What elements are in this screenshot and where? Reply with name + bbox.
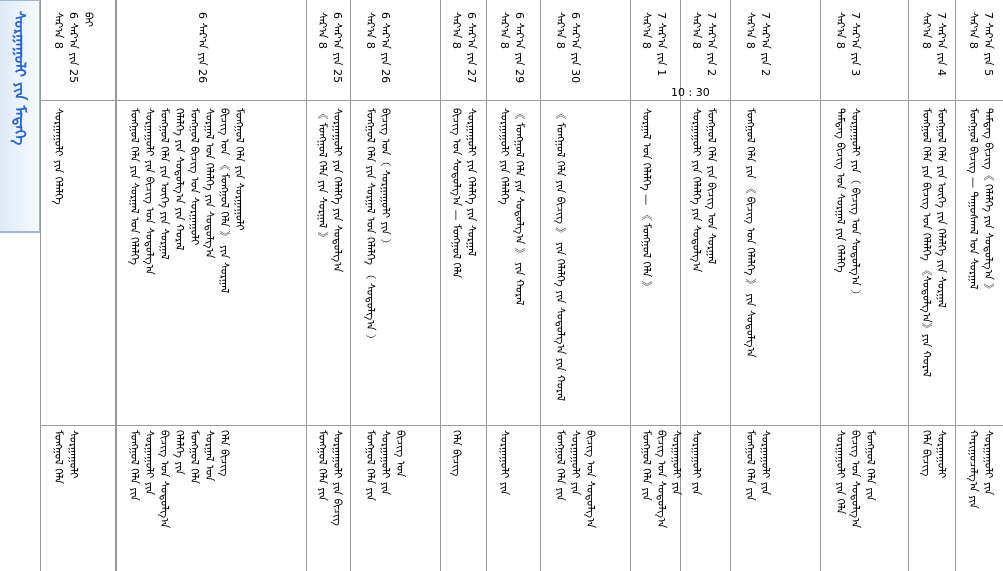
side-tab[interactable]: [0, 0, 40, 232]
person-cell: ᠬᠡᠯᠡ ᠪᠢᠴᠢᠭ ᠰᠤᠷᠭᠠᠭᠤᠯᠢ: [920, 430, 948, 479]
time-label: 10 : 30: [671, 86, 710, 99]
date-cell: ᠰᠠᠷ᠎ᠠ 8 6 ᠰᠠᠷ᠎ᠠ ᠶᠢᠨ 25 ᠪᠠᠢ: [52, 12, 95, 84]
person-cell: ᠰᠤᠷᠭᠠᠭᠤᠯᠢ ᠶᠢᠨ ᠬᠡᠯᠡ ᠪᠢᠴᠢᠭ ᠤᠨ ᠰᠤᠳᠤᠯᠭ᠎ᠠ ᠮᠣᠩᠭᠣᠯ ᠬᠡᠯᠡ ᠶᠢᠨ: [834, 430, 877, 529]
person-cell: ᠮᠣᠩᠭᠣᠯ ᠬᠡᠯᠡ ᠶᠢᠨ ᠪᠢᠴᠢᠭ ᠤᠨ ᠰᠤᠳᠤᠯᠭ᠎ᠠ ᠰᠤᠷᠭᠠᠭᠤᠯᠢ ᠶᠢᠨ: [640, 430, 683, 529]
date-cell: ᠰᠠᠷ᠎ᠠ 8 6 ᠰᠠᠷ᠎ᠠ ᠶᠢᠨ 30: [554, 12, 582, 84]
person-cell: ᠬᠠᠷᠢᠭᠤᠴᠠᠯᠭ᠎ᠠ ᠶᠢᠨ ᠰᠤᠷᠭᠠᠭᠤᠯᠢ ᠶᠢᠨ: [967, 430, 995, 509]
date-cell: ᠰᠠᠷ᠎ᠠ 8 7 ᠰᠠᠷ᠎ᠠ ᠶᠢᠨ 2: [690, 12, 718, 77]
date-cell: ᠰᠠᠷ᠎ᠠ 8 7 ᠰᠠᠷ᠎ᠠ ᠶᠢᠨ 1: [640, 12, 668, 77]
table-column: [671, 0, 730, 571]
title-cell: ᠮᠣᠩᠭᠣᠯ ᠬᠡᠯᠡ ᠶᠢᠨ ᠰᠤᠷᠭᠠᠯ ᠤᠨ ᠬᠡᠯᠡᠯᠭᠡ （ ᠰᠤᠳᠤᠯᠭ᠎ᠠ ） ᠪᠢᠴᠢᠭ ᠤᠨ（ ᠰᠤᠷᠭᠠᠭᠤᠯᠢ ᠶᠢᠨ ）: [364, 108, 392, 345]
date-cell: 6 ᠰᠠᠷ᠎ᠠ ᠶᠢᠨ 26: [196, 12, 209, 84]
person-cell: ᠮᠣᠩᠭᠣᠯ ᠬᠡᠯᠡ ᠶᠢᠨ ᠰᠤᠷᠭᠠᠭᠤᠯᠢ ᠶᠢᠨ ᠪᠢᠴᠢᠭ ᠤᠨ ᠰᠤᠳᠤᠯᠭ᠎ᠠ ᠬᠡᠯᠡᠯᠭᠡ ᠶᠢᠨ ᠮᠣᠩᠭᠣᠯ ᠬᠡᠯᠡ ᠰᠤᠷᠭᠠᠯ ᠤᠨ ᠬᠡᠯᠡ ᠪᠢᠴᠢᠭ: [128, 430, 231, 529]
person-cell: ᠮᠣᠩᠭᠣᠯ ᠬᠡᠯᠡ ᠶᠢᠨ ᠰᠤᠷᠭᠠᠭᠤᠯᠢ ᠶᠢᠨ ᠪᠢᠴᠢᠭ ᠤᠨ: [364, 430, 407, 501]
date-cell: ᠰᠠᠷ᠎ᠠ 8 6 ᠰᠠᠷ᠎ᠠ ᠶᠢᠨ 25: [316, 12, 344, 84]
person-cell: ᠮᠣᠩᠭᠣᠯ ᠬᠡᠯᠡ ᠶᠢᠨ ᠰᠤᠷᠭᠠᠭᠤᠯᠢ ᠶᠢᠨ: [744, 430, 772, 501]
title-cell: ᠮᠣᠩᠭᠣᠯ ᠪᠢᠴᠢᠭ — ᠳᠠᠭᠤᠰᠬᠠᠯ ᠤᠨ ᠰᠤᠷᠭᠠᠯ ᠲᠡᠮᠳᠡᠭ ᠪᠢᠴᠢᠭ《 ᠬᠡᠯᠡᠯᠭᠡ ᠶᠢᠨ ᠰᠤᠳᠤᠯᠭ᠎ᠠ 》: [967, 108, 995, 295]
title-cell: 《 ᠮᠣᠩᠭᠣᠯ ᠬᠡᠯᠡ ᠶᠢᠨ ᠪᠢᠴᠢᠭ 》 ᠶᠢᠨ ᠬᠡᠯᠡᠯᠭᠡ ᠶᠢᠨ ᠰᠤᠳᠤᠯᠭ᠎ᠠ ᠶᠢᠨ ᠬᠤᠷᠠᠯ: [554, 108, 567, 402]
title-cell: ᠰᠤᠷᠭᠠᠭᠤᠯᠢ ᠶᠢᠨ ᠬᠡᠯᠡᠯᠭᠡ ᠶᠢᠨ ᠰᠤᠳᠤᠯᠭ᠎ᠠ ᠮᠣᠩᠭᠣᠯ ᠬᠡᠯᠡ ᠶᠢᠨ ᠪᠢᠴᠢᠭ ᠤᠨ ᠰᠤᠷᠭᠠᠯ: [690, 108, 718, 273]
table-column: [630, 0, 683, 571]
date-cell: ᠰᠠᠷ᠎ᠠ 8 7 ᠰᠠᠷ᠎ᠠ ᠶᠢᠨ 3: [834, 12, 862, 77]
date-cell: ᠰᠠᠷ᠎ᠠ 8 6 ᠰᠠᠷ᠎ᠠ ᠶᠢᠨ 27: [450, 12, 478, 84]
table-column: [40, 0, 116, 571]
title-cell: ᠲᠡᠮᠳᠡᠭ ᠪᠢᠴᠢᠭ ᠤᠨ ᠰᠤᠷᠭᠠᠯ ᠶᠢᠨ ᠬᠡᠯᠡᠯᠭᠡ ᠰᠤᠷᠭᠠᠭᠤᠯᠢ ᠶᠢᠨ（ ᠪᠢᠴᠢᠭ ᠤᠨ ᠰᠤᠳᠤᠯᠭ᠎ᠠ ）: [834, 108, 862, 301]
person-cell: ᠬᠡᠯᠡ ᠪᠢᠴᠢᠭ: [450, 430, 463, 477]
title-cell: ᠮᠣᠩᠭᠣᠯ ᠬᠡᠯᠡ ᠶᠢᠨ 《 ᠪᠢᠴᠢᠭ ᠤᠨ ᠬᠡᠯᠡᠯᠭᠡ 》 ᠶᠢᠨ ᠰᠤᠳᠤᠯᠭ᠎ᠠ: [744, 108, 757, 358]
table-column: [908, 0, 955, 571]
table-column: [820, 0, 908, 571]
title-cell: ᠰᠤᠷᠭᠠᠯ ᠤᠨ ᠬᠡᠯᠡᠯᠭᠡ — 《 ᠮᠣᠩᠭᠣᠯ ᠬᠡᠯᠡ 》: [640, 108, 653, 292]
title-cell: ᠰᠤᠷᠭᠠᠭᠤᠯᠢ ᠶᠢᠨ ᠬᠡᠯᠡᠯᠭᠡ 《 ᠮᠣᠩᠭᠣᠯ ᠬᠡᠯᠡ ᠶᠢᠨ ᠰᠤᠳᠤᠯᠭ᠎ᠠ 》 ᠶᠢᠨ ᠬᠤᠷᠠᠯ: [498, 108, 526, 306]
person-cell: ᠮᠣᠩᠭᠣᠯ ᠬᠡᠯᠡ ᠶᠢᠨ ᠰᠤᠷᠭᠠᠭᠤᠯᠢ ᠶᠢᠨ ᠪᠢᠴᠢᠭ ᠤᠨ ᠰᠤᠳᠤᠯᠭ᠎ᠠ: [554, 430, 597, 529]
title-cell: ᠪᠢᠴᠢᠭ ᠤᠨ ᠰᠤᠳᠤᠯᠭ᠎ᠠ — ᠮᠣᠩᠭᠣᠯ ᠬᠡᠯᠡ ᠰᠤᠷᠭᠠᠭᠤᠯᠢ ᠶᠢᠨ ᠬᠡᠯᠡᠯᠭᠡ ᠶᠢᠨ ᠰᠤᠷᠭᠠᠯ: [450, 108, 478, 279]
title-cell: ᠮᠣᠩᠭᠣᠯ ᠬᠡᠯᠡ ᠶᠢᠨ ᠪᠢᠴᠢᠭ ᠤᠨ ᠬᠡᠯᠡᠯᠭᠡ 《ᠰᠤᠳᠤᠯᠭ᠎ᠠ》ᠶᠢᠨ ᠬᠤᠷᠠᠯ ᠮᠣᠩᠭᠣᠯ ᠬᠡᠯᠡ ᠶᠢᠨ ᠦᠭᠡ ᠶᠢᠨ ᠬᠡᠯᠡᠯᠭᠡ ᠶᠢᠨ ᠰᠤᠷᠭᠠᠯ: [920, 108, 948, 377]
table-column: [306, 0, 350, 571]
date-cell: ᠰᠠᠷ᠎ᠠ 8 6 ᠰᠠᠷ᠎ᠠ ᠶᠢᠨ 29: [498, 12, 526, 84]
schedule-table: [40, 0, 1003, 571]
person-cell: ᠰᠤᠷᠭᠠᠭᠤᠯᠢ ᠶᠢᠨ: [498, 430, 511, 496]
person-cell: ᠮᠣᠩᠭᠣᠯ ᠬᠡᠯᠡ ᠰᠤᠷᠭᠠᠭᠤᠯᠢ: [52, 430, 80, 484]
table-column: [440, 0, 486, 571]
title-cell: 《 ᠮᠣᠩᠭᠣᠯ ᠬᠡᠯᠡ ᠶᠢᠨ ᠰᠤᠷᠭᠠᠯ 》 ᠰᠤᠷᠭᠠᠭᠤᠯᠢ ᠶᠢᠨ ᠬᠡᠯᠡᠯᠭᠡ ᠶᠢᠨ ᠰᠤᠳᠤᠯᠭ᠎ᠠ: [316, 108, 344, 273]
tab-divider: [0, 232, 40, 233]
date-cell: ᠰᠠᠷ᠎ᠠ 8 7 ᠰᠠᠷ᠎ᠠ ᠶᠢᠨ 5: [967, 12, 995, 77]
table-column: [486, 0, 540, 571]
title-cell: ᠰᠤᠷᠭᠠᠭᠤᠯᠢ ᠶᠢᠨ ᠬᠡᠯᠡᠯᠭᠡ: [52, 108, 65, 205]
table-column: [540, 0, 630, 571]
date-cell: ᠰᠠᠷ᠎ᠠ 8 6 ᠰᠠᠷ᠎ᠠ ᠶᠢᠨ 26: [364, 12, 392, 84]
person-cell: ᠰᠤᠷᠭᠠᠭᠤᠯᠢ ᠶᠢᠨ: [690, 430, 703, 496]
side-tab-label: ᠰᠤᠷᠭᠠᠭᠤᠯᠢ ᠶᠢᠨ ᠮᠡᠳᠡᠭᠡ: [11, 11, 29, 146]
table-column: [730, 0, 820, 571]
date-cell: ᠰᠠᠷ᠎ᠠ 8 7 ᠰᠠᠷ᠎ᠠ ᠶᠢᠨ 4: [920, 12, 948, 77]
person-cell: ᠮᠣᠩᠭᠣᠯ ᠬᠡᠯᠡ ᠶᠢᠨ ᠰᠤᠷᠭᠠᠭᠤᠯᠢ ᠶᠢᠨ ᠪᠢᠴᠢᠭ: [316, 430, 344, 526]
title-cell: ᠮᠣᠩᠭᠣᠯ ᠬᠡᠯᠡ ᠶᠢᠨ ᠰᠤᠷᠭᠠᠯ ᠤᠨ ᠬᠡᠯᠡᠯᠭᠡ ᠰᠤᠷᠭᠠᠭᠤᠯᠢ ᠶᠢᠨ ᠪᠢᠴᠢᠭ ᠤᠨ ᠰᠤᠳᠤᠯᠭ᠎ᠠ ᠮᠣᠩᠭᠣᠯ ᠬᠡᠯᠡ ᠶᠢᠨ ᠦᠭᠡ ᠶᠢᠨ ᠰᠤᠷᠭᠠᠯ ᠬᠡᠯᠡᠯᠭᠡ ᠶᠢᠨ ᠰᠤᠳᠤᠯᠭ᠎ᠠ ᠶᠢᠨ ᠬᠤᠷᠠᠯ ᠮᠣᠩᠭᠣᠯ ᠪᠢᠴᠢᠭ ᠤᠨ ᠰᠤᠷᠭᠠᠭᠤᠯᠢ ᠰᠤᠷᠭᠠᠯ ᠤᠨ ᠬᠡᠯᠡᠯᠭᠡ ᠶᠢᠨ ᠰᠤᠳᠤᠯᠭ᠎ᠠ ᠪᠢᠴᠢᠭ ᠤᠨ 《 ᠮᠣᠩᠭᠣᠯ ᠬᠡᠯᠡ 》 ᠶᠢᠨ ᠰᠤᠷᠭᠠᠯ ᠮᠣᠩᠭᠣᠯ ᠬᠡᠯᠡ ᠶᠢᠨ ᠰᠤᠷᠭᠠᠭᠤᠯᠢ: [128, 108, 246, 294]
date-cell: ᠰᠠᠷ᠎ᠠ 8 7 ᠰᠠᠷ᠎ᠠ ᠶᠢᠨ 2: [744, 12, 772, 77]
table-column: [116, 0, 306, 571]
table-column: [955, 0, 1003, 571]
table-column: [350, 0, 440, 571]
